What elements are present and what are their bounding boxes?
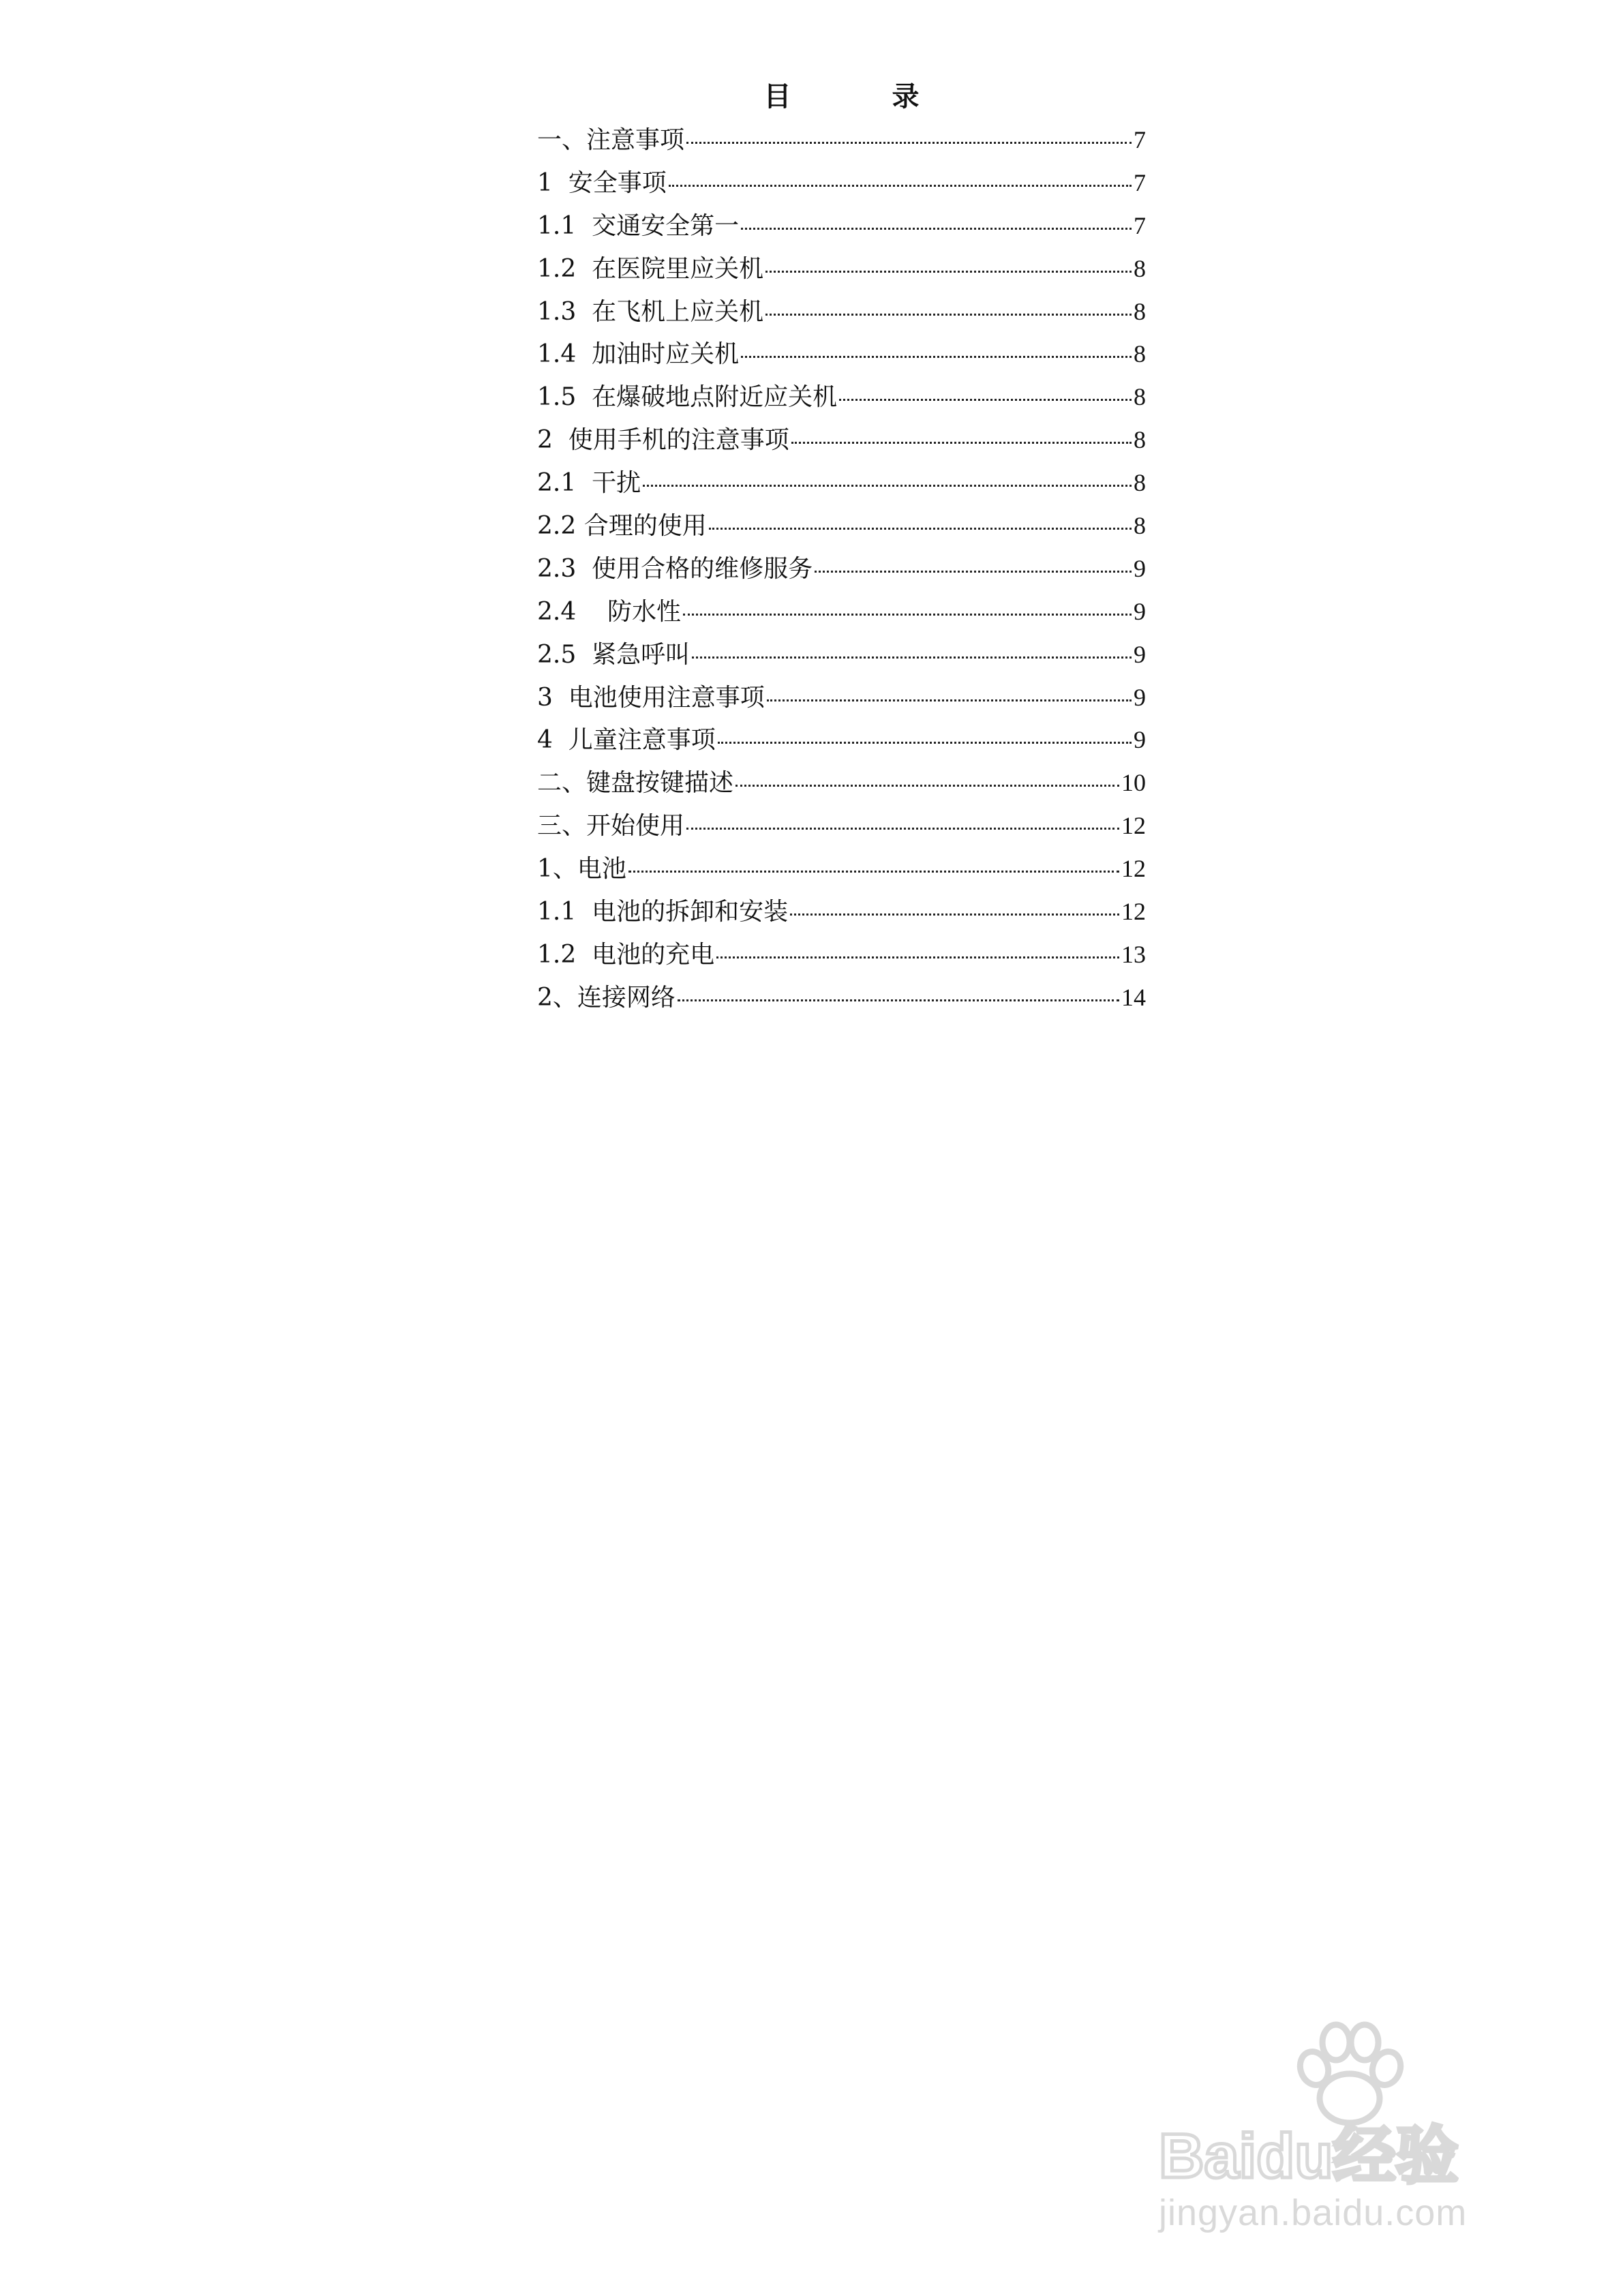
toc-dot-leader bbox=[686, 828, 1119, 830]
toc-entry-page-number: 12 bbox=[1121, 855, 1146, 883]
paw-icon bbox=[1281, 2018, 1418, 2134]
toc-entry-page-number: 8 bbox=[1134, 297, 1146, 325]
toc-entry[interactable] bbox=[537, 676, 1146, 719]
toc-entry-page-number: 8 bbox=[1134, 254, 1146, 282]
toc-entry[interactable] bbox=[537, 804, 1146, 847]
toc-entry-page-number: 12 bbox=[1121, 812, 1146, 840]
toc-entry-label: 1.2 在医院里应关机 bbox=[537, 254, 764, 283]
toc-entry[interactable] bbox=[537, 933, 1146, 976]
toc-dot-leader bbox=[839, 399, 1132, 401]
toc-title: 目 录 bbox=[763, 80, 956, 112]
toc-dot-leader bbox=[767, 699, 1132, 701]
toc-entry-label: 3 电池使用注意事项 bbox=[537, 683, 765, 712]
toc-entry[interactable] bbox=[537, 419, 1146, 462]
toc-entry-page-number: 9 bbox=[1134, 597, 1146, 625]
toc-entry[interactable] bbox=[537, 590, 1146, 633]
toc-entry-label: 2.4 防水性 bbox=[537, 597, 682, 626]
toc-dot-leader bbox=[765, 314, 1132, 316]
toc-dot-leader bbox=[643, 485, 1132, 487]
toc-entry-label: 1、电池 bbox=[537, 855, 626, 883]
toc-dot-leader bbox=[678, 999, 1119, 1001]
toc-entry[interactable] bbox=[537, 890, 1146, 933]
toc-entry-label: 三、开始使用 bbox=[537, 812, 685, 841]
baidu-jingyan-watermark bbox=[1159, 2018, 1541, 2233]
toc-dot-leader bbox=[686, 142, 1132, 144]
toc-entry-page-number: 9 bbox=[1134, 554, 1146, 582]
toc-entry-page-number: 9 bbox=[1134, 726, 1146, 754]
toc-dot-leader bbox=[735, 785, 1119, 787]
toc-entry[interactable] bbox=[537, 761, 1146, 804]
toc-entry-label: 2、连接网络 bbox=[537, 983, 676, 1012]
toc-entry-page-number: 7 bbox=[1134, 168, 1146, 196]
toc-entry-page-number: 10 bbox=[1121, 769, 1146, 797]
toc-dot-leader bbox=[718, 742, 1132, 744]
toc-entry-page-number: 8 bbox=[1134, 469, 1146, 497]
toc-entry-page-number: 9 bbox=[1134, 640, 1146, 668]
toc-entry[interactable] bbox=[537, 547, 1146, 590]
toc-entry[interactable] bbox=[537, 976, 1146, 1019]
toc-entry[interactable] bbox=[537, 633, 1146, 676]
toc-dot-leader bbox=[741, 356, 1132, 358]
toc-entry[interactable] bbox=[537, 119, 1146, 162]
toc-dot-leader bbox=[628, 871, 1119, 873]
toc-entry-label: 4 儿童注意事项 bbox=[537, 726, 716, 755]
toc-entry-page-number: 8 bbox=[1134, 340, 1146, 368]
toc-dot-leader bbox=[741, 228, 1132, 230]
toc-entry[interactable] bbox=[537, 847, 1146, 890]
toc-dot-leader bbox=[815, 571, 1132, 573]
toc-entry[interactable] bbox=[537, 290, 1146, 333]
toc-dot-leader bbox=[765, 271, 1132, 273]
toc-entry-page-number: 9 bbox=[1134, 683, 1146, 711]
toc-entry-label: 1.1 交通安全第一 bbox=[537, 211, 740, 240]
toc-entry-page-number: 8 bbox=[1134, 512, 1146, 540]
toc-entry[interactable] bbox=[537, 205, 1146, 247]
toc-entry-label: 2 使用手机的注意事项 bbox=[537, 426, 789, 455]
toc-entry[interactable] bbox=[537, 333, 1146, 376]
toc-dot-leader bbox=[790, 913, 1119, 916]
toc-entry-page-number: 7 bbox=[1134, 211, 1146, 239]
table-of-contents bbox=[537, 75, 1146, 1019]
toc-entry-page-number: 7 bbox=[1134, 126, 1146, 153]
toc-entry-label: 1.3 在飞机上应关机 bbox=[537, 297, 764, 326]
toc-entry[interactable] bbox=[537, 462, 1146, 504]
toc-entry-label: 1 安全事项 bbox=[537, 168, 667, 197]
toc-list bbox=[537, 119, 1146, 1019]
toc-entry[interactable] bbox=[537, 376, 1146, 419]
toc-dot-leader bbox=[683, 614, 1132, 616]
toc-entry-page-number: 12 bbox=[1121, 898, 1146, 926]
toc-entry-label: 2.1 干扰 bbox=[537, 469, 641, 498]
watermark-url: jingyan.baidu.com bbox=[1159, 2192, 1468, 2233]
watermark-brand: Baidu经验 bbox=[1159, 2121, 1459, 2188]
toc-entry-label: 1.4 加油时应关机 bbox=[537, 340, 740, 369]
toc-entry[interactable] bbox=[537, 247, 1146, 290]
toc-dot-leader bbox=[709, 528, 1132, 530]
toc-entry-label: 二、键盘按键描述 bbox=[537, 769, 734, 798]
toc-entry-label: 2.2 合理的使用 bbox=[537, 512, 707, 541]
toc-entry-page-number: 8 bbox=[1134, 426, 1146, 454]
toc-entry-page-number: 14 bbox=[1121, 983, 1146, 1011]
toc-dot-leader bbox=[692, 656, 1132, 659]
toc-entry-label: 2.5 紧急呼叫 bbox=[537, 640, 691, 669]
toc-entry-page-number: 13 bbox=[1121, 940, 1146, 968]
baidu-logo bbox=[1159, 2120, 1541, 2188]
toc-dot-leader bbox=[716, 956, 1119, 958]
toc-entry-label: 2.3 使用合格的维修服务 bbox=[537, 554, 813, 583]
toc-entry-label: 1.2 电池的充电 bbox=[537, 940, 715, 969]
toc-entry[interactable] bbox=[537, 162, 1146, 205]
toc-entry[interactable] bbox=[537, 719, 1146, 761]
toc-dot-leader bbox=[669, 185, 1132, 187]
toc-entry-label: 1.5 在爆破地点附近应关机 bbox=[537, 383, 838, 412]
toc-entry-label: 一、注意事项 bbox=[537, 126, 685, 154]
toc-entry[interactable] bbox=[537, 504, 1146, 547]
toc-entry-label: 1.1 电池的拆卸和安装 bbox=[537, 898, 789, 926]
toc-entry-page-number: 8 bbox=[1134, 383, 1146, 411]
toc-dot-leader bbox=[791, 442, 1132, 444]
